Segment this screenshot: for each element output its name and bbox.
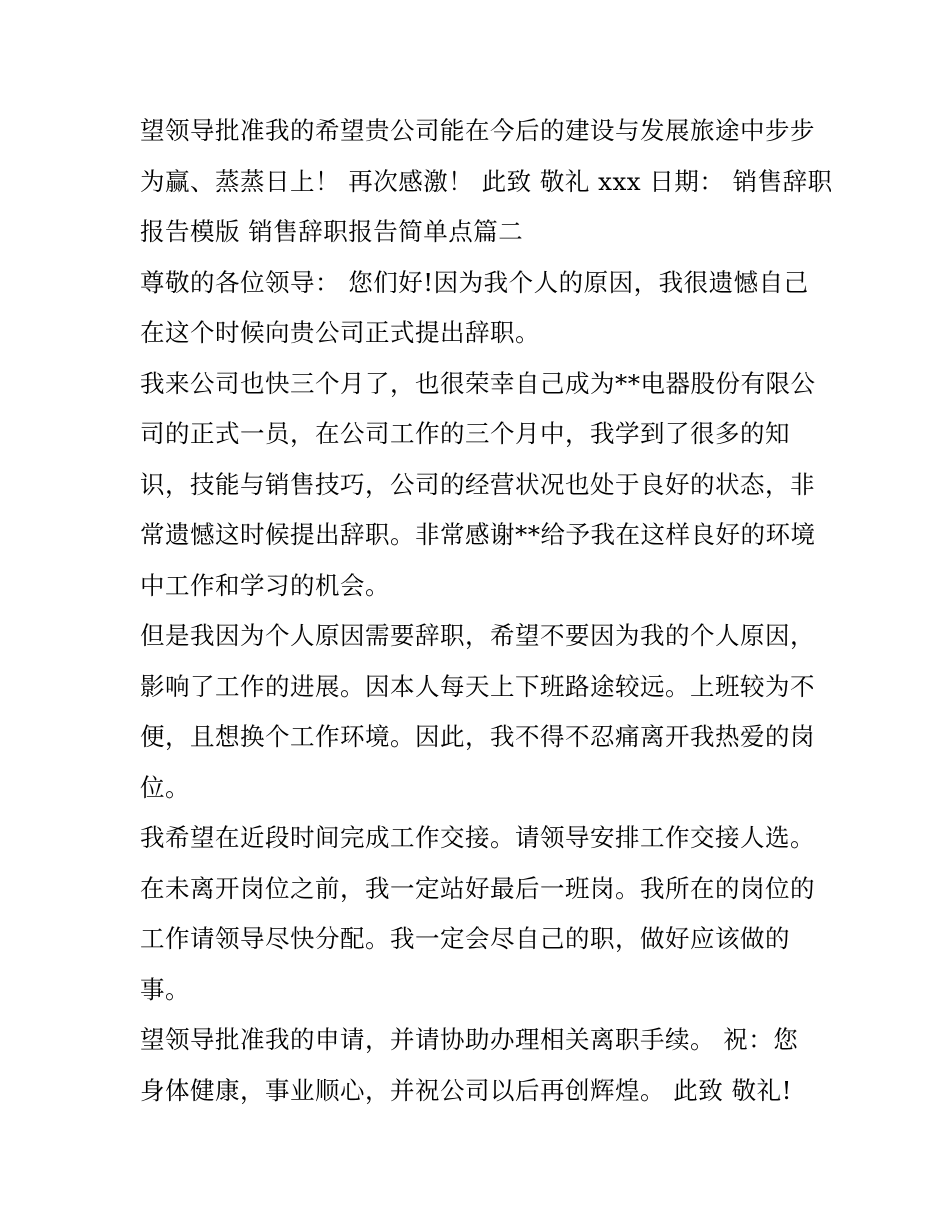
document-body (140, 106, 833, 1116)
text-line: 事。 (140, 974, 190, 1004)
text-line: 工作请领导尽快分配。我一定会尽自己的职，做好应该做的 (140, 924, 790, 953)
text-line: 位。 (140, 772, 190, 802)
text-line: 为赢、蒸蒸日上！ 再次感激！ 此致 敬礼 xxx 日期： 销售辞职 (140, 166, 833, 196)
text-line: 望领导批准我的希望贵公司能在今后的建设与发展旅途中步步 (140, 116, 815, 145)
text-line: 我希望在近段时间完成工作交接。请领导安排工作交接人选。 (140, 823, 815, 852)
text-line: 在未离开岗位之前，我一定站好最后一班岗。我所在的岗位的 (140, 873, 815, 903)
text-line: 影响了工作的进展。因本人每天上下班路途较远。上班较为不 (140, 671, 815, 701)
text-line: 在这个时候向贵公司正式提出辞职。 (140, 318, 540, 347)
text-line: 我来公司也快三个月了，也很荣幸自己成为**电器股份有限公 (140, 368, 816, 398)
text-line: 便，且想换个工作环境。因此，我不得不忍痛离开我热爱的岗 (140, 722, 815, 751)
text-line: 中工作和学习的机会。 (140, 570, 390, 600)
text-line: 望领导批准我的申请，并请协助办理相关离职手续。 祝：您 (140, 1025, 799, 1054)
text-line: 报告模版 销售辞职报告简单点篇二 (140, 217, 524, 246)
text-line: 司的正式一员，在公司工作的三个月中，我学到了很多的知 (140, 419, 790, 448)
text-line: 但是我因为个人原因需要辞职，希望不要因为我的个人原因， (140, 621, 815, 650)
text-line: 常遗憾这时候提出辞职。非常感谢**给予我在这样良好的环境 (140, 520, 816, 549)
text-line: 尊敬的各位领导： 您们好!因为我个人的原因，我很遗憾自己 (140, 267, 809, 297)
text-line: 身体健康，事业顺心，并祝公司以后再创辉煌。 此致 敬礼! (140, 1075, 792, 1105)
text-line: 识，技能与销售技巧，公司的经营状况也处于良好的状态，非 (140, 469, 815, 499)
